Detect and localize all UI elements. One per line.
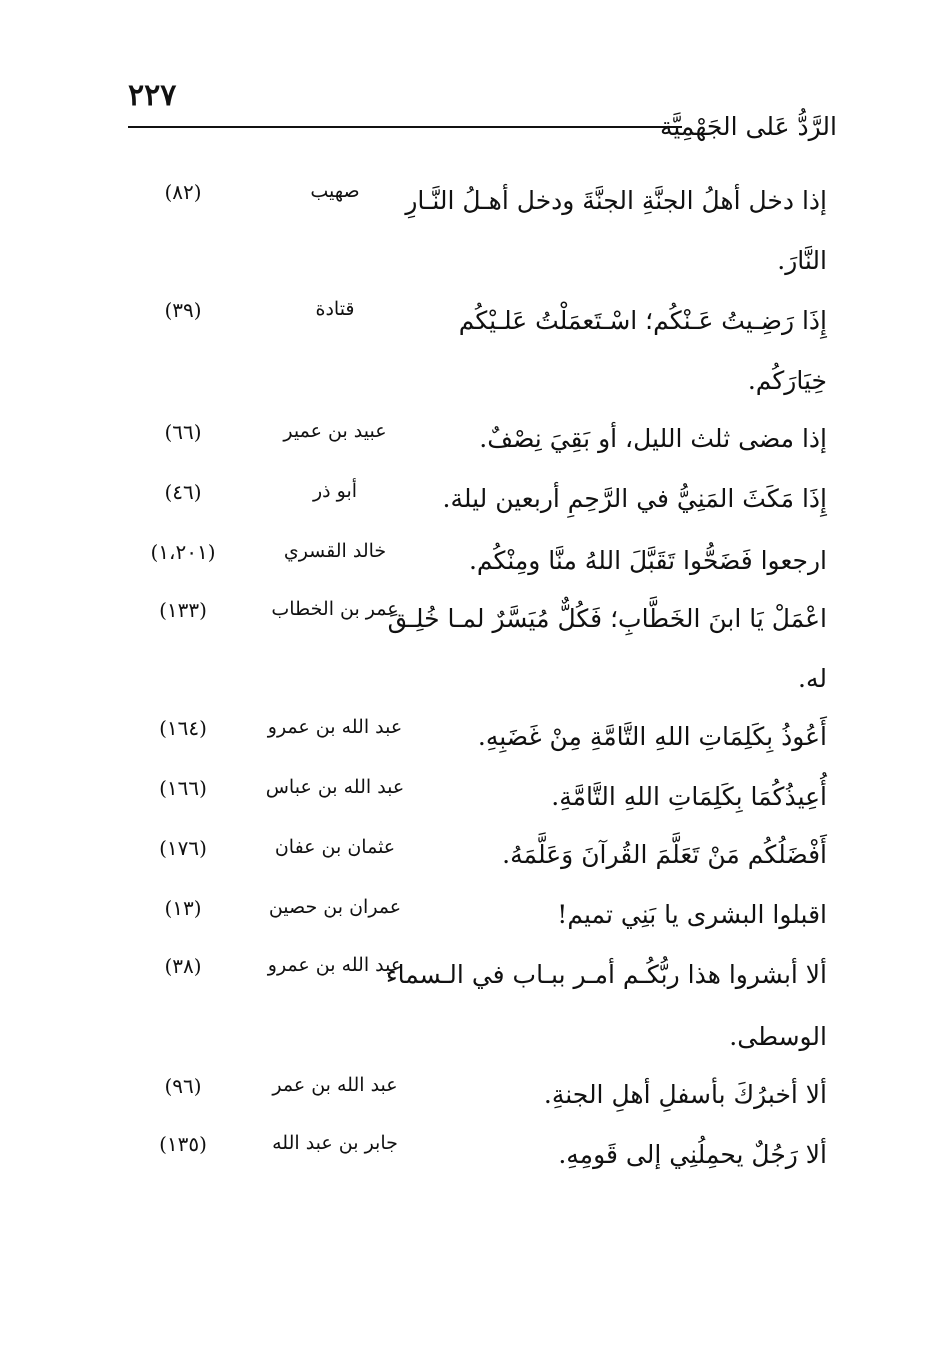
narrator-name: عبد الله بن عباس [265, 776, 405, 798]
running-header-title: الرَّدُّ عَلى الجَهْمِيَّة [659, 112, 837, 141]
reference-number: (١٧٦) [159, 836, 207, 860]
hadith-text-line: ألا رَجُلٌ يحمِلُنِي إلى قَومِهِ. [558, 1140, 827, 1169]
reference-number: (١٦٤) [159, 716, 207, 740]
hadith-text-line: إِذَا مَكَثَ المَنِيُّ في الرَّحِمِ أربعين ليلة. [442, 484, 827, 513]
hadith-text-line: ألا أخبرُكَ بأسفلِ أهلِ الجنةِ. [543, 1080, 827, 1109]
page-number: ٢٢٧ [128, 78, 177, 113]
hadith-text-line: النَّارَ. [777, 246, 827, 275]
hadith-text-line: إذا دخل أهلُ الجنَّةِ الجنَّةَ ودخل أهـلُ النَّـارِ [405, 186, 827, 215]
narrator-name: قتادة [315, 298, 355, 320]
hadith-text-line: ألا أبشروا هذا ربُّكُـم أمـر ببـاب في الـسماء [385, 960, 827, 989]
reference-number: (١٣) [164, 896, 202, 920]
reference-number: (١٣٥) [159, 1132, 207, 1156]
narrator-name: عثمان بن عفان [274, 836, 396, 858]
narrator-name: جابر بن عبد الله [272, 1132, 398, 1154]
narrator-name: عبد الله بن عمرو [267, 954, 403, 976]
header-rule [128, 126, 682, 128]
narrator-name: عبد الله بن عمر [272, 1074, 398, 1096]
hadith-text-line: اقبلوا البشرى يا بَنِي تميم! [557, 900, 827, 929]
hadith-text-line: له. [798, 664, 827, 693]
narrator-name: عمران بن حصين [268, 896, 402, 918]
narrator-name: صهيب [310, 180, 360, 202]
narrator-name: عبيد بن عمير [283, 420, 387, 442]
hadith-text-line: خِيَارَكُم. [747, 366, 827, 395]
hadith-text-line: اعْمَلْ يَا ابنَ الخَطَّابِ؛ فَكُلٌّ مُيَسَّرٌ لمـا خُلِـقَ [387, 604, 827, 633]
reference-number: (١٣٣) [159, 598, 207, 622]
narrator-name: خالد القسري [283, 540, 387, 562]
hadith-text-line: أَفْضَلُكُم مَنْ تَعَلَّمَ القُرآنَ وَعَلَّمَهُ. [502, 840, 827, 869]
narrator-name: أبو ذر [312, 480, 358, 502]
reference-number: (١،٢٠١) [150, 540, 216, 564]
reference-number: (٦٦) [164, 420, 202, 444]
narrator-name: عمر بن الخطاب [271, 598, 399, 620]
reference-number: (٤٦) [164, 480, 202, 504]
hadith-text-line: ارجعوا فَضَحُّوا تَقَبَّلَ اللهُ منَّا ومِنْكُم. [468, 546, 827, 575]
narrator-name: عبد الله بن عمرو [267, 716, 403, 738]
hadith-text-line: إِذَا رَضِـيتُ عَـنْكُم؛ اسْـتَعمَلْتُ عَلـيْكُم [458, 306, 827, 335]
hadith-text-line: الوسطى. [729, 1022, 827, 1051]
reference-number: (٣٨) [164, 954, 202, 978]
hadith-text-line: أُعِيذُكُمَا بِكَلِمَاتِ اللهِ التَّامَّةِ. [551, 782, 827, 811]
reference-number: (٩٦) [164, 1074, 202, 1098]
hadith-text-line: إذا مضى ثلث الليل، أو بَقِيَ نِصْفٌ. [479, 424, 827, 453]
hadith-text-line: أَعُوذُ بِكَلِمَاتِ اللهِ التَّامَّةِ مِنْ غَضَبِهِ. [477, 722, 827, 751]
reference-number: (٣٩) [164, 298, 202, 322]
reference-number: (١٦٦) [159, 776, 207, 800]
reference-number: (٨٢) [164, 180, 202, 204]
